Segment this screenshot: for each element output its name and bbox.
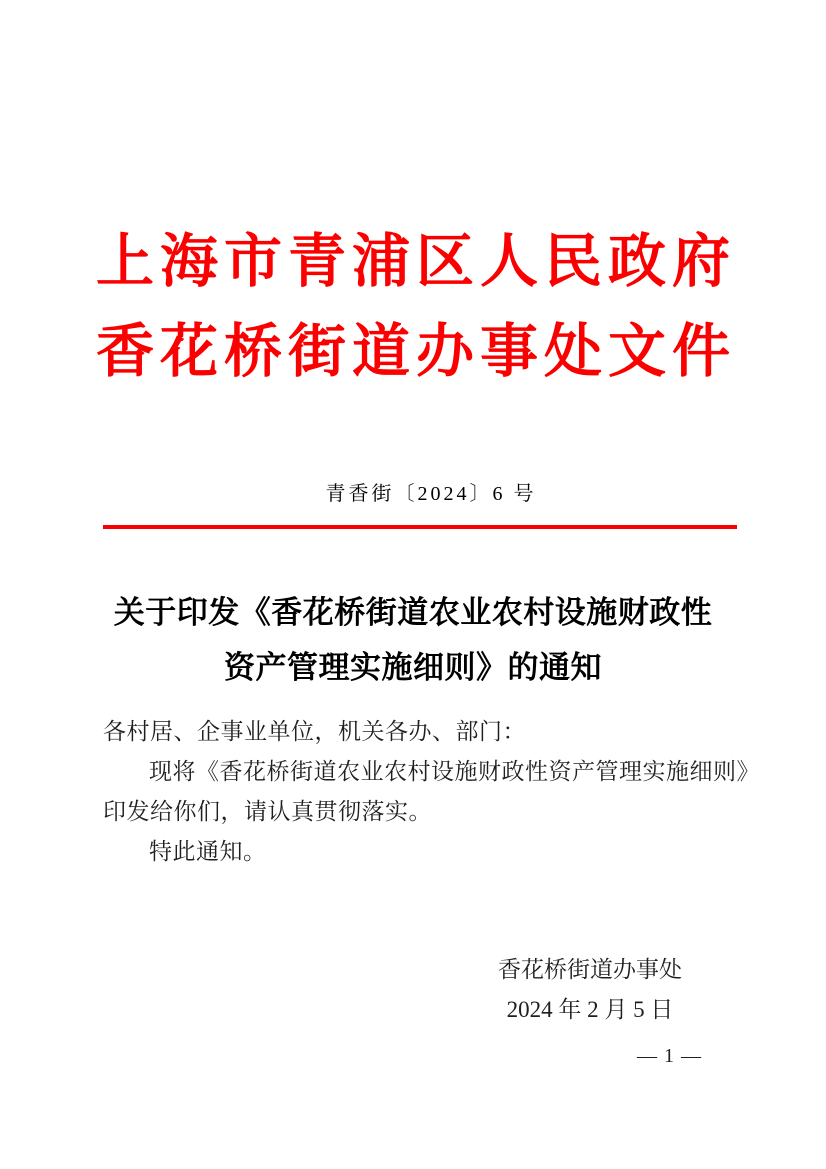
notice-title-line-1: 关于印发《香花桥街道农业农村设施财政性 — [113, 595, 713, 630]
body-line: 印发给你们，请认真贯彻落实。 — [103, 799, 432, 824]
doc-number: 青香街〔2024〕6 号 — [325, 483, 537, 505]
body-line-salutation: 各村居、企事业单位，机关各办、部门： — [103, 719, 526, 744]
signature-org: 香花桥街道办事处 — [498, 957, 682, 982]
doc-number-row — [0, 480, 826, 508]
letterhead-org-line-1: 上海市青浦区人民政府 — [95, 229, 736, 294]
body-text-block — [103, 712, 760, 872]
page-number: — 1 — — [637, 1045, 702, 1067]
body-line-notice-close: 特此通知。 — [149, 839, 267, 864]
body-line: 现将《香花桥街道农业农村设施财政性资产管理实施细则》 — [149, 759, 760, 784]
letterhead-org-line-2: 香花桥街道办事处文件 — [95, 319, 736, 384]
notice-title-line-2: 资产管理实施细则》的通知 — [224, 650, 602, 685]
signature-date: 2024 年 2 月 5 日 — [506, 997, 674, 1022]
closing-block — [410, 950, 770, 1030]
red-separator-rule — [103, 525, 737, 529]
